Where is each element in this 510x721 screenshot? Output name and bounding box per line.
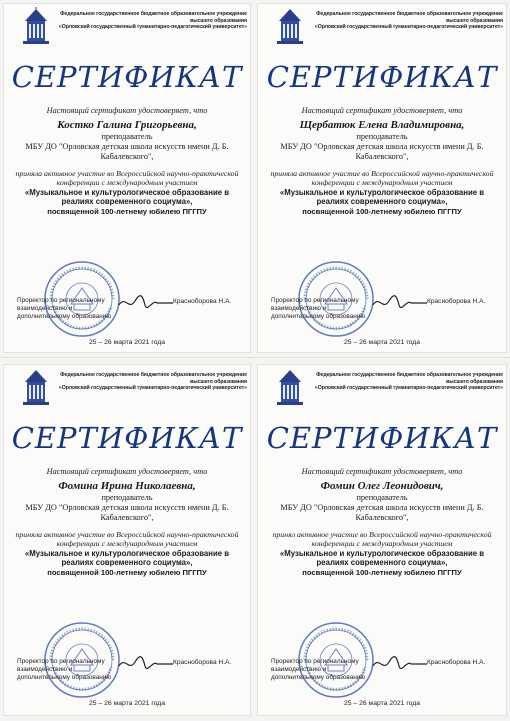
participation-text: приняла активное участие во Всероссийской научно-практической конференции с международным участием <box>15 169 239 188</box>
participation-text: принял активное участие во Всероссийской научно-практической конференции с международным участием <box>272 530 492 549</box>
header-line-2: высшего образования <box>446 378 503 385</box>
certificate-1 <box>3 3 251 353</box>
university-header <box>291 11 503 31</box>
signature-icon <box>115 652 175 674</box>
recipient-role: преподаватель <box>101 132 153 141</box>
certificate-title: СЕРТИФИКАТ <box>11 421 243 455</box>
recipient-organization: МБУ ДО "Орловская детская школа искусств имени Д. Б. Кабалевского", <box>280 142 484 161</box>
signature-icon <box>115 291 175 313</box>
certificate-title: СЕРТИФИКАТ <box>266 60 498 94</box>
event-date: 25 – 26 марта 2021 года <box>343 700 421 707</box>
recipient-role: преподаватель <box>356 493 408 502</box>
dedication-text: посвященной 100-летнему юбилею ПГГПУ <box>302 567 462 577</box>
header-line-1: Федеральное государственное бюджетное образовательное учреждение <box>60 372 247 378</box>
dedication-text: посвященной 100-летнему юбилею ПГГПУ <box>47 206 207 216</box>
signer-name: Красноборова Н.А. <box>173 659 232 666</box>
signer-title: Проректор по региональному взаимодействию и дополнительному образованию <box>271 658 366 681</box>
signature-icon <box>369 652 429 674</box>
recipient-role: преподаватель <box>101 493 153 502</box>
signer-name: Красноборова Н.А. <box>427 298 486 305</box>
signer-title: Проректор по региональному взаимодействию и дополнительному образованию <box>17 658 112 681</box>
certifies-text: Настоящий сертификат удостоверяет, что <box>46 467 208 476</box>
signer-title: Проректор по региональному взаимодействию и дополнительному образованию <box>271 297 366 320</box>
university-header <box>291 372 503 392</box>
participation-text: приняла активное участие во Всероссийской научно-практической конференции с международным участием <box>270 169 494 188</box>
event-date: 25 – 26 марта 2021 года <box>88 339 166 346</box>
header-line-3: «Орловский государственный гуманитарно-педагогический университет» <box>58 24 247 31</box>
header-line-1: Федеральное государственное бюджетное образовательное учреждение <box>316 372 503 378</box>
header-line-1: Федеральное государственное бюджетное образовательное учреждение <box>60 11 247 17</box>
conference-title: «Музыкальное и культурологическое образование в реалиях современного социума», <box>24 187 230 207</box>
recipient-organization: МБУ ДО "Орловская детская школа искусств имени Д. Б. Кабалевского", <box>25 142 229 161</box>
certifies-text: Настоящий сертификат удостоверяет, что <box>301 467 463 476</box>
recipient-name: Костко Галина Григорьевна, <box>57 119 197 131</box>
certificate-body <box>11 467 243 577</box>
certificate-4 <box>257 364 507 716</box>
certificate-title: СЕРТИФИКАТ <box>266 421 498 455</box>
conference-title: «Музыкальное и культурологическое образование в реалиях современного социума», <box>24 548 230 568</box>
recipient-organization: МБУ ДО "Орловская детская школа искусств имени Д. Б. Кабалевского", <box>280 503 484 522</box>
dedication-text: посвященной 100-летнему юбилею ПГГПУ <box>47 567 207 577</box>
recipient-name: Фомин Олег Леонидович, <box>320 480 444 492</box>
event-date: 25 – 26 марта 2021 года <box>343 339 421 346</box>
dedication-text: посвященной 100-летнему юбилею ПГГПУ <box>302 206 462 216</box>
certificate-body <box>11 106 243 216</box>
university-header <box>37 372 247 392</box>
recipient-role: преподаватель <box>356 132 408 141</box>
certificate-body <box>265 467 499 577</box>
conference-title: «Музыкальное и культурологическое образование в реалиях современного социума», <box>279 548 485 568</box>
certificate-2 <box>257 3 507 353</box>
signer-name: Красноборова Н.А. <box>427 659 486 666</box>
signer-name: Красноборова Н.А. <box>173 298 232 305</box>
signer-title: Проректор по региональному взаимодействию и дополнительному образованию <box>17 297 112 320</box>
certificate-body <box>265 106 499 216</box>
header-line-1: Федеральное государственное бюджетное образовательное учреждение <box>316 11 503 17</box>
certificate-title: СЕРТИФИКАТ <box>11 60 243 94</box>
header-line-2: высшего образования <box>190 17 247 24</box>
recipient-name: Щербатюк Елена Владимировна, <box>299 119 465 131</box>
recipient-name: Фомина Ирина Николаевна, <box>58 480 196 492</box>
certifies-text: Настоящий сертификат удостоверяет, что <box>46 106 208 115</box>
page-divider <box>0 357 510 358</box>
participation-text: приняла активное участие во Всероссийской научно-практической конференции с международным участием <box>15 530 239 549</box>
header-line-3: «Орловский государственный гуманитарно-педагогический университет» <box>314 24 503 31</box>
header-line-3: «Орловский государственный гуманитарно-педагогический университет» <box>314 385 503 392</box>
header-line-2: высшего образования <box>190 378 247 385</box>
header-line-3: «Орловский государственный гуманитарно-педагогический университет» <box>58 385 247 392</box>
signature-icon <box>369 291 429 313</box>
certifies-text: Настоящий сертификат удостоверяет, что <box>301 106 463 115</box>
recipient-organization: МБУ ДО "Орловская детская школа искусств имени Д. Б. Кабалевского", <box>25 503 229 522</box>
conference-title: «Музыкальное и культурологическое образование в реалиях современного социума», <box>279 187 485 207</box>
event-date: 25 – 26 марта 2021 года <box>88 700 166 707</box>
university-header <box>37 11 247 31</box>
certificate-3 <box>3 364 251 716</box>
header-line-2: высшего образования <box>446 17 503 24</box>
